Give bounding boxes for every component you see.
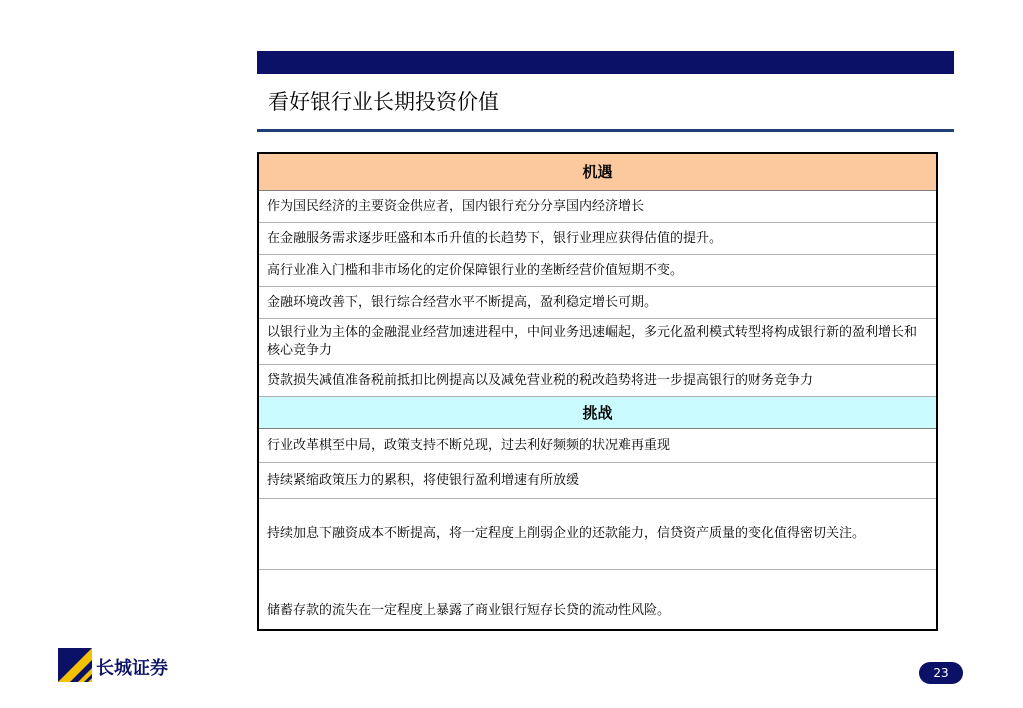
opportunity-item: 高行业准入门槛和非市场化的定价保障银行业的垄断经营价值短期不变。: [258, 255, 937, 287]
table-row: [258, 191, 937, 223]
table-row: [258, 499, 937, 570]
table-row: [258, 463, 937, 499]
slide-title: 看好银行业长期投资价值: [268, 90, 499, 114]
table-row: [258, 570, 937, 631]
great-wall-logo-icon: [58, 648, 92, 682]
opportunity-item: 贷款损失减值准备税前抵扣比例提高以及减免营业税的税改趋势将进一步提高银行的财务竞争力: [258, 365, 937, 397]
page-number: 23: [919, 662, 963, 684]
opportunities-header: 机遇: [258, 153, 937, 191]
company-logo: [58, 648, 188, 682]
opportunity-item: 在金融服务需求逐步旺盛和本币升值的长趋势下，银行业理应获得估值的提升。: [258, 223, 937, 255]
table-row: [258, 429, 937, 463]
challenge-item: 储蓄存款的流失在一定程度上暴露了商业银行短存长贷的流动性风险。: [258, 570, 937, 631]
table-row: [258, 287, 937, 319]
table-row: [258, 255, 937, 287]
table-row: [258, 223, 937, 255]
challenge-item: 行业改革棋至中局，政策支持不断兑现，过去利好频频的状况难再重现: [258, 429, 937, 463]
title-band: [257, 51, 954, 74]
opportunity-item: 金融环境改善下，银行综合经营水平不断提高，盈利稳定增长可期。: [258, 287, 937, 319]
table-row: [258, 365, 937, 397]
opportunities-challenges-table: [257, 152, 938, 631]
opportunities-header-row: [258, 153, 937, 191]
challenges-header-row: [258, 397, 937, 429]
challenge-item: 持续紧缩政策压力的累积，将使银行盈利增速有所放缓: [258, 463, 937, 499]
logo-text: 长城证券: [96, 658, 168, 679]
challenge-item: 持续加息下融资成本不断提高，将一定程度上削弱企业的还款能力，信贷资产质量的变化值得密切关注。: [258, 499, 937, 570]
opportunity-item: 作为国民经济的主要资金供应者，国内银行充分分享国内经济增长: [258, 191, 937, 223]
title-underline: [257, 129, 954, 132]
challenges-header: 挑战: [258, 397, 937, 429]
opportunity-item: 以银行业为主体的金融混业经营加速进程中，中间业务迅速崛起，多元化盈利模式转型将构成银行新的盈利增长和核心竞争力: [258, 319, 937, 365]
table-row: [258, 319, 937, 365]
